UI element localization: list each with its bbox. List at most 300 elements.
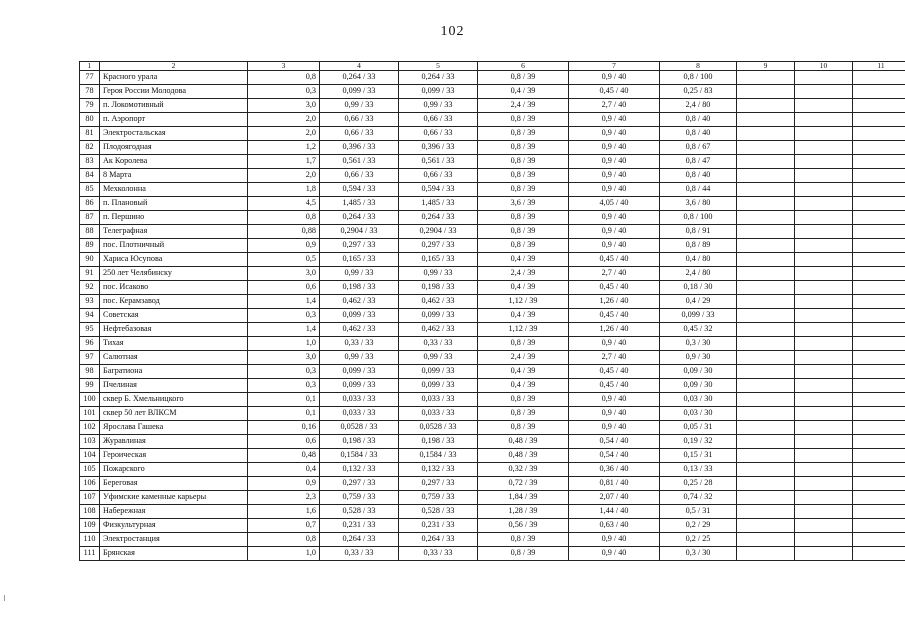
empty-cell [795, 351, 853, 365]
empty-cell [795, 309, 853, 323]
empty-cell [853, 491, 905, 505]
row-number-cell: 106 [80, 477, 100, 491]
length-cell: 3,0 [248, 99, 320, 113]
value-cell: 1,44 / 40 [569, 505, 660, 519]
column-header: 6 [478, 62, 569, 71]
value-cell: 0,8 / 39 [478, 127, 569, 141]
street-name-cell: Телеграфная [100, 225, 248, 239]
row-number-cell: 92 [80, 281, 100, 295]
empty-cell [853, 407, 905, 421]
value-cell: 0,99 / 33 [320, 351, 399, 365]
value-cell: 0,03 / 30 [660, 407, 737, 421]
value-cell: 0,99 / 33 [320, 267, 399, 281]
empty-cell [795, 85, 853, 99]
value-cell: 0,561 / 33 [320, 155, 399, 169]
street-name-cell: Нефтебазовая [100, 323, 248, 337]
empty-cell [795, 379, 853, 393]
value-cell: 3,6 / 80 [660, 197, 737, 211]
row-number-cell: 87 [80, 211, 100, 225]
empty-cell [795, 477, 853, 491]
empty-cell [853, 463, 905, 477]
empty-cell [737, 393, 795, 407]
value-cell: 0,99 / 33 [399, 99, 478, 113]
empty-cell [795, 253, 853, 267]
empty-cell [795, 197, 853, 211]
empty-cell [795, 225, 853, 239]
row-number-cell: 103 [80, 435, 100, 449]
empty-cell [853, 449, 905, 463]
empty-cell [737, 197, 795, 211]
value-cell: 0,2 / 25 [660, 533, 737, 547]
empty-cell [737, 449, 795, 463]
value-cell: 0,033 / 33 [399, 393, 478, 407]
table-row [80, 407, 905, 421]
empty-cell [737, 309, 795, 323]
value-cell: 0,8 / 39 [478, 155, 569, 169]
street-name-cell: Тихая [100, 337, 248, 351]
street-name-cell: сквер Б. Хмельницкого [100, 393, 248, 407]
value-cell: 0,8 / 39 [478, 239, 569, 253]
row-number-cell: 84 [80, 169, 100, 183]
empty-cell [737, 365, 795, 379]
empty-cell [737, 533, 795, 547]
value-cell: 0,63 / 40 [569, 519, 660, 533]
value-cell: 0,099 / 33 [320, 379, 399, 393]
empty-cell [795, 533, 853, 547]
empty-cell [853, 211, 905, 225]
value-cell: 0,3 / 30 [660, 337, 737, 351]
value-cell: 0,74 / 32 [660, 491, 737, 505]
table-row [80, 435, 905, 449]
value-cell: 0,4 / 39 [478, 253, 569, 267]
empty-cell [795, 365, 853, 379]
table-row [80, 295, 905, 309]
table-row [80, 449, 905, 463]
length-cell: 0,5 [248, 253, 320, 267]
value-cell: 0,9 / 40 [569, 71, 660, 85]
empty-cell [737, 85, 795, 99]
table-row [80, 211, 905, 225]
value-cell: 0,9 / 40 [569, 211, 660, 225]
value-cell: 0,9 / 40 [569, 239, 660, 253]
value-cell: 0,8 / 39 [478, 71, 569, 85]
value-cell: 0,9 / 40 [569, 547, 660, 561]
row-number-cell: 98 [80, 365, 100, 379]
value-cell: 2,4 / 39 [478, 267, 569, 281]
column-header: 7 [569, 62, 660, 71]
value-cell: 2,4 / 80 [660, 99, 737, 113]
empty-cell [795, 463, 853, 477]
value-cell: 2,7 / 40 [569, 267, 660, 281]
value-cell: 1,26 / 40 [569, 295, 660, 309]
value-cell: 0,45 / 40 [569, 309, 660, 323]
row-number-cell: 109 [80, 519, 100, 533]
table-row [80, 323, 905, 337]
value-cell: 0,8 / 39 [478, 393, 569, 407]
value-cell: 0,25 / 83 [660, 85, 737, 99]
value-cell: 0,45 / 40 [569, 253, 660, 267]
value-cell: 0,8 / 39 [478, 141, 569, 155]
value-cell: 0,033 / 33 [399, 407, 478, 421]
empty-cell [795, 295, 853, 309]
empty-cell [853, 505, 905, 519]
table-row [80, 141, 905, 155]
street-name-cell: пос. Керамзавод [100, 295, 248, 309]
value-cell: 0,66 / 33 [320, 113, 399, 127]
empty-cell [853, 323, 905, 337]
value-cell: 0,81 / 40 [569, 477, 660, 491]
value-cell: 0,198 / 33 [320, 435, 399, 449]
length-cell: 2,0 [248, 113, 320, 127]
value-cell: 0,9 / 40 [569, 127, 660, 141]
empty-cell [795, 99, 853, 113]
empty-cell [737, 295, 795, 309]
empty-cell [853, 393, 905, 407]
value-cell: 0,45 / 40 [569, 379, 660, 393]
value-cell: 0,9 / 40 [569, 141, 660, 155]
column-header: 11 [853, 62, 905, 71]
empty-cell [795, 421, 853, 435]
empty-cell [737, 113, 795, 127]
table-row [80, 337, 905, 351]
empty-cell [737, 99, 795, 113]
value-cell: 0,4 / 80 [660, 253, 737, 267]
row-number-cell: 107 [80, 491, 100, 505]
value-cell: 0,198 / 33 [399, 281, 478, 295]
empty-cell [737, 183, 795, 197]
value-cell: 0,25 / 28 [660, 477, 737, 491]
empty-cell [853, 169, 905, 183]
value-cell: 0,561 / 33 [399, 155, 478, 169]
table-row [80, 547, 905, 561]
value-cell: 0,9 / 40 [569, 183, 660, 197]
value-cell: 1,12 / 39 [478, 323, 569, 337]
empty-cell [795, 519, 853, 533]
length-cell: 0,6 [248, 435, 320, 449]
empty-cell [853, 477, 905, 491]
value-cell: 0,0528 / 33 [320, 421, 399, 435]
empty-cell [737, 155, 795, 169]
value-cell: 0,8 / 39 [478, 113, 569, 127]
value-cell: 0,54 / 40 [569, 435, 660, 449]
value-cell: 1,485 / 33 [399, 197, 478, 211]
street-name-cell: п. Плановый [100, 197, 248, 211]
value-cell: 0,297 / 33 [399, 477, 478, 491]
empty-cell [853, 239, 905, 253]
length-cell: 1,0 [248, 337, 320, 351]
value-cell: 0,45 / 40 [569, 85, 660, 99]
empty-cell [853, 155, 905, 169]
empty-cell [737, 253, 795, 267]
value-cell: 0,264 / 33 [320, 211, 399, 225]
value-cell: 0,264 / 33 [320, 533, 399, 547]
column-header: 9 [737, 62, 795, 71]
value-cell: 0,264 / 33 [399, 533, 478, 547]
length-cell: 0,1 [248, 393, 320, 407]
value-cell: 0,66 / 33 [399, 113, 478, 127]
street-name-cell: сквер 50 лет ВЛКСМ [100, 407, 248, 421]
value-cell: 1,12 / 39 [478, 295, 569, 309]
value-cell: 0,33 / 33 [320, 547, 399, 561]
empty-cell [795, 71, 853, 85]
street-name-cell: Брянская [100, 547, 248, 561]
value-cell: 0,45 / 40 [569, 281, 660, 295]
street-name-cell: п. Локомотивный [100, 99, 248, 113]
empty-cell [795, 393, 853, 407]
length-cell: 0,8 [248, 71, 320, 85]
empty-cell [795, 267, 853, 281]
table-row [80, 85, 905, 99]
value-cell: 0,99 / 33 [399, 267, 478, 281]
empty-cell [795, 169, 853, 183]
data-table [79, 61, 905, 561]
row-number-cell: 82 [80, 141, 100, 155]
value-cell: 0,8 / 39 [478, 421, 569, 435]
table-row [80, 183, 905, 197]
length-cell: 1,0 [248, 547, 320, 561]
length-cell: 2,0 [248, 169, 320, 183]
empty-cell [853, 435, 905, 449]
row-number-cell: 95 [80, 323, 100, 337]
row-number-cell: 100 [80, 393, 100, 407]
value-cell: 0,18 / 30 [660, 281, 737, 295]
street-name-cell: Ак Королева [100, 155, 248, 169]
length-cell: 1,8 [248, 183, 320, 197]
column-header: 8 [660, 62, 737, 71]
value-cell: 0,4 / 39 [478, 309, 569, 323]
empty-cell [853, 295, 905, 309]
table-row [80, 393, 905, 407]
value-cell: 0,099 / 33 [399, 309, 478, 323]
street-name-cell: п. Першино [100, 211, 248, 225]
empty-cell [737, 491, 795, 505]
value-cell: 2,07 / 40 [569, 491, 660, 505]
table-row [80, 491, 905, 505]
street-name-cell: 8 Марта [100, 169, 248, 183]
value-cell: 0,8 / 39 [478, 547, 569, 561]
empty-cell [737, 547, 795, 561]
value-cell: 0,3 / 30 [660, 547, 737, 561]
margin-mark [4, 595, 5, 601]
length-cell: 3,0 [248, 351, 320, 365]
table-row [80, 281, 905, 295]
value-cell: 0,9 / 40 [569, 337, 660, 351]
value-cell: 0,4 / 39 [478, 281, 569, 295]
length-cell: 0,1 [248, 407, 320, 421]
value-cell: 0,033 / 33 [320, 407, 399, 421]
value-cell: 0,56 / 39 [478, 519, 569, 533]
value-cell: 0,9 / 40 [569, 225, 660, 239]
value-cell: 0,9 / 40 [569, 533, 660, 547]
length-cell: 2,3 [248, 491, 320, 505]
empty-cell [795, 183, 853, 197]
empty-cell [737, 463, 795, 477]
street-name-cell: Уфимские каменные карьеры [100, 491, 248, 505]
empty-cell [853, 421, 905, 435]
empty-cell [853, 547, 905, 561]
value-cell: 3,6 / 39 [478, 197, 569, 211]
value-cell: 2,7 / 40 [569, 99, 660, 113]
empty-cell [795, 113, 853, 127]
column-header: 4 [320, 62, 399, 71]
value-cell: 0,759 / 33 [320, 491, 399, 505]
value-cell: 0,8 / 39 [478, 337, 569, 351]
value-cell: 0,8 / 40 [660, 113, 737, 127]
length-cell: 1,7 [248, 155, 320, 169]
value-cell: 0,8 / 100 [660, 211, 737, 225]
column-header: 2 [100, 62, 248, 71]
row-number-cell: 110 [80, 533, 100, 547]
table-row [80, 533, 905, 547]
value-cell: 0,8 / 39 [478, 407, 569, 421]
value-cell: 0,297 / 33 [320, 477, 399, 491]
value-cell: 0,132 / 33 [399, 463, 478, 477]
empty-cell [737, 379, 795, 393]
empty-cell [853, 337, 905, 351]
length-cell: 1,4 [248, 323, 320, 337]
value-cell: 1,485 / 33 [320, 197, 399, 211]
value-cell: 0,03 / 30 [660, 393, 737, 407]
row-number-cell: 89 [80, 239, 100, 253]
value-cell: 0,8 / 47 [660, 155, 737, 169]
value-cell: 0,54 / 40 [569, 449, 660, 463]
value-cell: 0,99 / 33 [399, 351, 478, 365]
street-name-cell: Ярослава Гашека [100, 421, 248, 435]
value-cell: 0,99 / 33 [320, 99, 399, 113]
value-cell: 0,165 / 33 [399, 253, 478, 267]
table-row [80, 113, 905, 127]
table-row [80, 127, 905, 141]
value-cell: 0,264 / 33 [399, 71, 478, 85]
empty-cell [853, 519, 905, 533]
empty-cell [795, 547, 853, 561]
empty-cell [853, 365, 905, 379]
street-name-cell: 250 лет Челябинску [100, 267, 248, 281]
empty-cell [853, 141, 905, 155]
value-cell: 0,09 / 30 [660, 365, 737, 379]
street-name-cell: Красного урала [100, 71, 248, 85]
value-cell: 0,45 / 32 [660, 323, 737, 337]
value-cell: 0,297 / 33 [320, 239, 399, 253]
empty-cell [795, 449, 853, 463]
row-number-cell: 102 [80, 421, 100, 435]
value-cell: 0,66 / 33 [320, 127, 399, 141]
empty-cell [737, 351, 795, 365]
value-cell: 0,19 / 32 [660, 435, 737, 449]
value-cell: 0,33 / 33 [320, 337, 399, 351]
empty-cell [737, 323, 795, 337]
empty-cell [853, 253, 905, 267]
table-row [80, 99, 905, 113]
row-number-cell: 108 [80, 505, 100, 519]
value-cell: 0,1584 / 33 [399, 449, 478, 463]
empty-cell [737, 71, 795, 85]
value-cell: 0,66 / 33 [399, 169, 478, 183]
length-cell: 1,2 [248, 141, 320, 155]
row-number-cell: 88 [80, 225, 100, 239]
value-cell: 0,13 / 33 [660, 463, 737, 477]
empty-cell [853, 225, 905, 239]
empty-cell [737, 421, 795, 435]
value-cell: 0,8 / 100 [660, 71, 737, 85]
length-cell: 0,3 [248, 379, 320, 393]
empty-cell [853, 183, 905, 197]
value-cell: 0,9 / 40 [569, 113, 660, 127]
value-cell: 0,8 / 39 [478, 169, 569, 183]
empty-cell [853, 351, 905, 365]
value-cell: 0,462 / 33 [320, 323, 399, 337]
empty-cell [853, 113, 905, 127]
street-name-cell: Героя России Молодова [100, 85, 248, 99]
empty-cell [853, 197, 905, 211]
street-name-cell: Электростанция [100, 533, 248, 547]
street-name-cell: пос. Плотничный [100, 239, 248, 253]
street-name-cell: Пожарского [100, 463, 248, 477]
column-header: 10 [795, 62, 853, 71]
value-cell: 0,594 / 33 [320, 183, 399, 197]
value-cell: 0,396 / 33 [320, 141, 399, 155]
length-cell: 0,48 [248, 449, 320, 463]
value-cell: 0,8 / 39 [478, 211, 569, 225]
empty-cell [737, 337, 795, 351]
length-cell: 0,8 [248, 211, 320, 225]
value-cell: 0,72 / 39 [478, 477, 569, 491]
row-number-cell: 111 [80, 547, 100, 561]
empty-cell [795, 435, 853, 449]
length-cell: 0,3 [248, 85, 320, 99]
empty-cell [795, 141, 853, 155]
value-cell: 0,45 / 40 [569, 365, 660, 379]
column-header: 5 [399, 62, 478, 71]
value-cell: 0,099 / 33 [399, 379, 478, 393]
value-cell: 0,9 / 30 [660, 351, 737, 365]
value-cell: 0,48 / 39 [478, 449, 569, 463]
value-cell: 0,0528 / 33 [399, 421, 478, 435]
value-cell: 0,297 / 33 [399, 239, 478, 253]
length-cell: 4,5 [248, 197, 320, 211]
street-name-cell: Героическая [100, 449, 248, 463]
length-cell: 0,9 [248, 239, 320, 253]
row-number-cell: 81 [80, 127, 100, 141]
length-cell: 0,88 [248, 225, 320, 239]
row-number-cell: 85 [80, 183, 100, 197]
value-cell: 0,4 / 39 [478, 379, 569, 393]
value-cell: 0,8 / 44 [660, 183, 737, 197]
table-row [80, 365, 905, 379]
value-cell: 0,09 / 30 [660, 379, 737, 393]
table-row [80, 309, 905, 323]
street-name-cell: Физкультурная [100, 519, 248, 533]
value-cell: 0,15 / 31 [660, 449, 737, 463]
row-number-cell: 96 [80, 337, 100, 351]
value-cell: 0,462 / 33 [320, 295, 399, 309]
value-cell: 0,5 / 31 [660, 505, 737, 519]
empty-cell [737, 505, 795, 519]
value-cell: 0,48 / 39 [478, 435, 569, 449]
street-name-cell: Плодоягодная [100, 141, 248, 155]
row-number-cell: 104 [80, 449, 100, 463]
table-row [80, 421, 905, 435]
value-cell: 0,099 / 33 [320, 85, 399, 99]
column-header: 3 [248, 62, 320, 71]
row-number-cell: 101 [80, 407, 100, 421]
row-number-cell: 91 [80, 267, 100, 281]
length-cell: 0,16 [248, 421, 320, 435]
empty-cell [737, 477, 795, 491]
empty-cell [737, 225, 795, 239]
table-row [80, 71, 905, 85]
street-name-cell: Набережная [100, 505, 248, 519]
